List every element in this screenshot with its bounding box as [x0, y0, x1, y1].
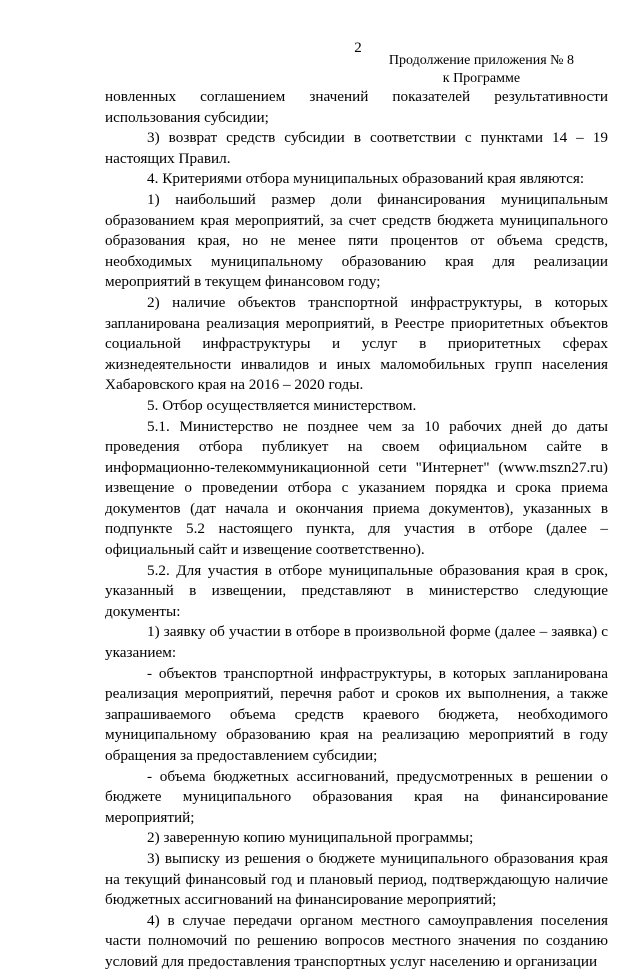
- appendix-header: [389, 52, 574, 88]
- paragraph-item-3-refund: 3) возврат средств субсидии в соответствии с пунктами 14 – 19 настоящих Правил.: [105, 129, 608, 167]
- document-body: [105, 87, 608, 973]
- paragraph-dash-budget: - объема бюджетных ассигнований, предусмотренных в решении о бюджете муниципального образования края на финансирование мероприятий;: [105, 767, 608, 826]
- paragraph-5-1: 5.1. Министерство не позднее чем за 10 рабочих дней до даты проведения отбора публикует на своем официальном сайте в информационно-телекоммуникационной сети "Интернет" (www.mszn27.ru) извещение о проведении отбора с указанием порядка и срока приема документов (дат начала и окончания приема документов), указанных в подпункте 5.2 настоящего пункта, для участия в отборе (далее – официальный сайт и извещение соответственно).: [105, 417, 608, 559]
- paragraph-dash-objects: - объектов транспортной инфраструктуры, в которых запланирована реализация мероприятий, перечня работ и сроков их выполнения, а также запрашиваемого объема средств краевого бюджета, необходимого муниципальному образованию края на реализацию мероприятий в году обращения за предоставлением субсидии;: [105, 664, 608, 764]
- appendix-line-2: к Программе: [442, 71, 521, 86]
- paragraph-5-2: 5.2. Для участия в отборе муниципальные образования края в срок, указанный в извещении, представляют в министерство следующие документы:: [105, 561, 608, 620]
- paragraph-document-3: 3) выписку из решения о бюджете муниципального образования края на текущий финансовый год и плановый период, подтверждающую наличие бюджетных ассигнований на финансирование мероприятий;: [105, 849, 608, 909]
- paragraph-criterion-1: 1) наибольший размер доли финансирования муниципальным образованием края мероприятий, за счет средств бюджета муниципального образования края, но не менее пяти процентов от объема средств, необходимых муниципальному образованию края для реализации мероприятий в текущем финансовом году;: [105, 190, 608, 291]
- page-number: 2: [354, 40, 362, 56]
- paragraph-document-1: 1) заявку об участии в отборе в произвольной форме (далее – заявка) с указанием:: [105, 623, 608, 662]
- paragraph-selection-criteria: 4. Критериями отбора муниципальных образований края являются:: [147, 170, 585, 188]
- appendix-line-1: Продолжение приложения № 8: [388, 53, 574, 68]
- paragraph-criterion-2: 2) наличие объектов транспортной инфраструктуры, в которых запланирована реализация мероприятий, в Реестре приоритетных объектов социальной инфраструктуры и услуг в приоритетных сферах жизнедеятельности инвалидов и иных маломобильных групп населения Хабаровского края на 2016 – 2020 годы.: [105, 293, 608, 394]
- paragraph-selection-ministry: 5. Отбор осуществляется министерством.: [147, 396, 417, 414]
- paragraph-document-4: 4) в случае передачи органом местного самоуправления поселения части полномочий по решению вопросов местного значения по созданию условий для предоставления транспортных услуг населению и организации: [105, 911, 608, 970]
- paragraph-document-2: 2) заверенную копию муниципальной программы;: [147, 829, 474, 847]
- paragraph-continuation: новленных соглашением значений показателей результативности использования субсидии;: [105, 88, 608, 126]
